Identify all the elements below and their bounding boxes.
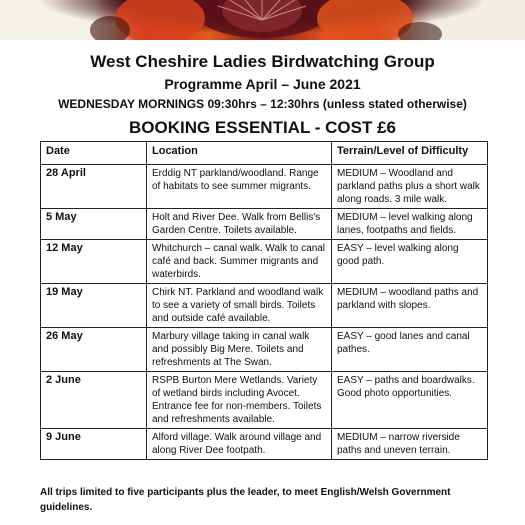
table-row: [41, 240, 488, 284]
row-date: 9 June: [41, 429, 147, 460]
header-photo-banner: [0, 0, 525, 40]
column-header-date: Date: [41, 142, 147, 165]
table-header-row: [41, 142, 488, 165]
footer-note: All trips limited to five participants plus the leader, to meet English/Welsh Government guidelines.: [40, 487, 451, 513]
row-date: 5 May: [41, 209, 147, 240]
row-terrain: MEDIUM – woodland paths and parkland with slopes.: [332, 284, 488, 328]
page-title: West Cheshire Ladies Birdwatching Group: [90, 52, 435, 71]
flower-photo-icon: [0, 0, 525, 40]
row-location: Holt and River Dee. Walk from Bellis's Garden Centre. Toilets available.: [147, 209, 332, 240]
row-location: Erddig NT parkland/woodland. Range of habitats to see summer migrants.: [147, 165, 332, 209]
column-header-terrain: Terrain/Level of Difficulty: [332, 142, 488, 165]
booking-notice: BOOKING ESSENTIAL - COST £6: [128, 118, 396, 137]
row-date: 26 May: [41, 328, 147, 372]
row-terrain: EASY – paths and boardwalks. Good photo opportunities.: [332, 372, 488, 429]
row-location: RSPB Burton Mere Wetlands. Variety of wetland birds including Avocet. Entrance fee for non-members. Toilets and refreshments available.: [147, 372, 332, 429]
row-terrain: MEDIUM – narrow riverside paths and uneven terrain.: [332, 429, 488, 460]
row-date: 2 June: [41, 372, 147, 429]
table-row: [41, 165, 488, 209]
table-row: [41, 328, 488, 372]
row-date: 19 May: [41, 284, 147, 328]
schedule-line: WEDNESDAY MORNINGS 09:30hrs – 12:30hrs (unless stated otherwise): [58, 97, 467, 111]
table-row: [41, 372, 488, 429]
row-terrain: MEDIUM – level walking along lanes, footpaths and fields.: [332, 209, 488, 240]
row-location: Alford village. Walk around village and along River Dee footpath.: [147, 429, 332, 460]
table-row: [41, 209, 488, 240]
table-row: [41, 284, 488, 328]
row-terrain: MEDIUM – Woodland and parkland paths plus a short walk along roads. 3 mile walk.: [332, 165, 488, 209]
row-location: Chirk NT. Parkland and woodland walk to see a variety of small birds. Toilets and outside café available.: [147, 284, 332, 328]
row-location: Marbury village taking in canal walk and possibly Big Mere. Toilets and refreshments at The Swan.: [147, 328, 332, 372]
row-location: Whitchurch – canal walk. Walk to canal café and back. Summer migrants and waterbirds.: [147, 240, 332, 284]
row-date: 12 May: [41, 240, 147, 284]
column-header-location: Location: [147, 142, 332, 165]
programme-subtitle: Programme April – June 2021: [164, 76, 361, 92]
row-terrain: EASY – level walking along good path.: [332, 240, 488, 284]
table-row: [41, 429, 488, 460]
row-date: 28 April: [41, 165, 147, 209]
programme-table: [40, 141, 488, 460]
row-terrain: EASY – good lanes and canal pathes.: [332, 328, 488, 372]
